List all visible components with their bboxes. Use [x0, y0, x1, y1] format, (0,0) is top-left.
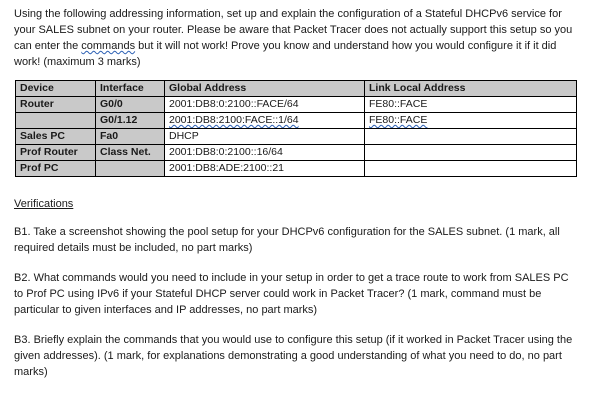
header-global-address: Global Address	[165, 81, 365, 97]
table-row	[16, 129, 577, 145]
cell-link-local	[365, 145, 577, 161]
document-page	[14, 6, 584, 380]
intro-paragraph	[14, 6, 579, 70]
cell-interface: Fa0	[96, 129, 165, 145]
cell-link-local	[365, 161, 577, 177]
spellcheck-word: commands	[81, 40, 136, 52]
header-device: Device	[16, 81, 96, 97]
cell-interface: Class Net.	[96, 145, 165, 161]
cell-device: Prof Router	[16, 145, 96, 161]
cell-link-local	[365, 113, 577, 129]
cell-link-local	[365, 97, 577, 113]
cell-link-local	[365, 129, 577, 145]
cell-device	[16, 113, 96, 129]
header-link-local-address: Link Local Address	[365, 81, 577, 97]
question-b1: B1. Take a screenshot showing the pool setup for your DHCPv6 configuration for the SALES subnet. (1 mark, all required details must be included, no part marks)	[14, 226, 560, 254]
cell-device: Sales PC	[16, 129, 96, 145]
addressing-table	[15, 80, 577, 177]
table-row	[16, 113, 577, 129]
cell-text: FE80::FACE	[369, 114, 428, 126]
intro-text-2: but it will not work! Prove you know and understand how you would configure it if it did work! (maximum 3 marks)	[14, 40, 557, 68]
cell-text: 2001:DB8:0:2100::FACE/64	[169, 98, 299, 110]
cell-interface	[96, 161, 165, 177]
verifications-heading: Verifications	[14, 198, 74, 210]
question-b2: B2. What commands would you need to include in your setup in order to get a trace route to work from SALES PC to Prof PC using IPv6 if your Stateful DHCP server could work in Packet Tracer? (1 mark, command must be particular to given interfaces and IP addresses, no part marks)	[14, 272, 569, 316]
cell-interface: G0/0	[96, 97, 165, 113]
cell-global-address: 2001:DB8:ADE:2100::21	[165, 161, 365, 177]
cell-global-address	[165, 97, 365, 113]
cell-global-address	[165, 113, 365, 129]
table-header-row	[16, 81, 577, 97]
cell-global-address: 2001:DB8:0:2100::16/64	[165, 145, 365, 161]
table-row	[16, 97, 577, 113]
header-interface: Interface	[96, 81, 165, 97]
cell-text: FE80::FACE	[369, 98, 428, 110]
table-row	[16, 161, 577, 177]
cell-device: Router	[16, 97, 96, 113]
question-b3: B3. Briefly explain the commands that you would use to configure this setup (if it worked in Packet Tracer using the given addresses). (1 mark, for explanations demonstrating a good understanding of what you need to do, no part marks)	[14, 334, 573, 378]
cell-text: 2001:DB8:2100:FACE::1/64	[169, 114, 299, 126]
intro-text-1: Using the following addressing information, set up and explain the configuration of a Stateful DHCPv6 service for your SALES subnet on your router. Please be aware that Packet Tracer does not actually support this setup so you can enter the	[14, 8, 573, 52]
cell-global-address: DHCP	[165, 129, 365, 145]
cell-interface: G0/1.12	[96, 113, 165, 129]
cell-device: Prof PC	[16, 161, 96, 177]
table-row	[16, 145, 577, 161]
